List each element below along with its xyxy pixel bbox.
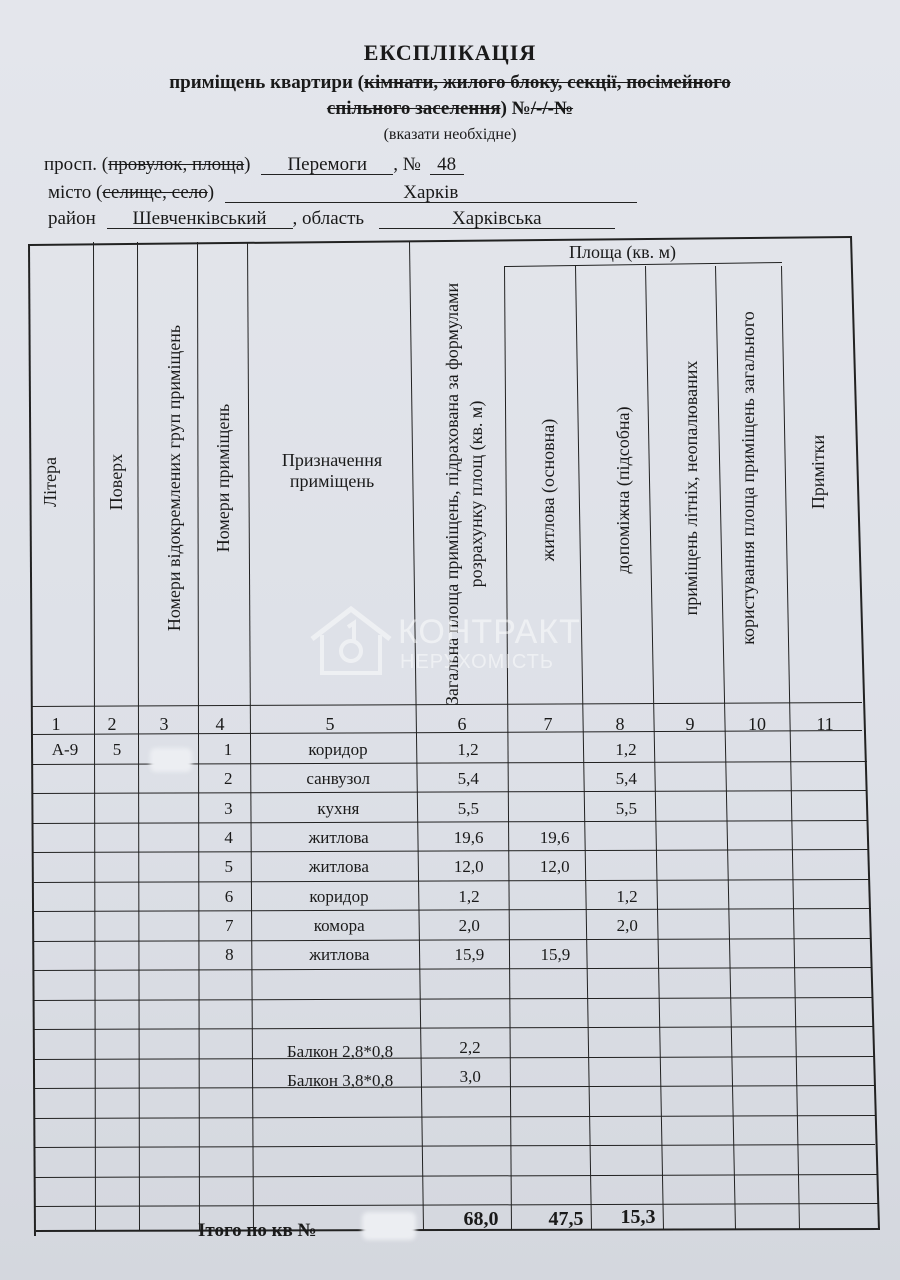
column-number: 1 bbox=[51, 714, 61, 734]
cell-total-area: 19,6 bbox=[453, 828, 484, 848]
cell-total-area: 2,0 bbox=[458, 916, 480, 936]
column-number: 3 bbox=[159, 714, 169, 734]
street-value: Перемоги bbox=[261, 156, 393, 175]
column-number: 8 bbox=[615, 714, 625, 734]
number-label: , № bbox=[393, 154, 421, 175]
header-common-area: користування площа приміщень загального bbox=[738, 311, 758, 645]
house-logo-icon bbox=[308, 605, 394, 677]
cell-purpose: коридор bbox=[309, 886, 369, 906]
subtitle2-struck: спільного заселення bbox=[326, 98, 501, 119]
cell-floor: 5 bbox=[112, 740, 122, 759]
table-grid-line bbox=[247, 242, 254, 1230]
table-grid-line bbox=[197, 242, 200, 1230]
cell-total-area: 15,9 bbox=[454, 945, 485, 965]
subtitle2-suffix: ) № bbox=[500, 98, 531, 119]
cell-total-area: 3,0 bbox=[459, 1066, 481, 1086]
header-room-numbers: Номери приміщень bbox=[213, 403, 233, 553]
table-grid-line bbox=[33, 849, 868, 853]
watermark-line1: КОНТРАКТ bbox=[398, 613, 581, 651]
table-grid-line bbox=[35, 1174, 877, 1178]
street-close: ) bbox=[244, 154, 251, 175]
table-grid-line bbox=[34, 938, 871, 942]
city-close: ) bbox=[207, 182, 215, 203]
cell-room-number: 7 bbox=[224, 916, 234, 936]
cell-room-number: 3 bbox=[224, 798, 233, 818]
header-aux-area: допоміжна (підсобна) bbox=[613, 406, 633, 574]
table-grid-line bbox=[137, 242, 140, 1230]
total-living: 47,5 bbox=[548, 1208, 584, 1230]
table-grid-line bbox=[34, 997, 872, 1001]
cell-total-area: 5,4 bbox=[457, 769, 479, 789]
cell-purpose: санвузол bbox=[306, 769, 371, 789]
cell-room-number: 2 bbox=[223, 769, 233, 789]
column-number: 4 bbox=[215, 714, 225, 734]
watermark bbox=[308, 605, 581, 682]
cell-living-area: 12,0 bbox=[539, 857, 570, 877]
region-value: Харківська bbox=[379, 210, 615, 229]
header-floor: Поверх bbox=[106, 453, 126, 511]
city-label: місто ( bbox=[48, 182, 103, 203]
cell-aux-area: 2,0 bbox=[616, 916, 638, 936]
street-struck: провулок, площа bbox=[108, 154, 245, 175]
area-group-header: Площа (кв. м) bbox=[569, 242, 676, 262]
header-purpose: Призначення приміщень bbox=[281, 450, 383, 491]
header-note: (вказати необхідне) bbox=[383, 126, 517, 143]
column-number: 2 bbox=[107, 714, 117, 734]
cell-litera: А-9 bbox=[51, 740, 79, 759]
cell-room-number: 1 bbox=[223, 740, 233, 759]
region-label: , область bbox=[292, 208, 365, 229]
column-number: 6 bbox=[457, 714, 467, 734]
table-grid-line bbox=[33, 790, 867, 794]
table-grid-line bbox=[34, 1115, 875, 1119]
cell-aux-area: 5,5 bbox=[615, 798, 638, 818]
cell-room-number: 6 bbox=[224, 886, 234, 906]
table-grid-line bbox=[851, 236, 880, 1230]
watermark-line2: НЕРУХОМІСТЬ bbox=[400, 651, 554, 673]
header-group-numbers: Номери відокремлених груп приміщень bbox=[164, 324, 184, 632]
number-value: 48 bbox=[430, 156, 464, 175]
column-number: 9 bbox=[685, 714, 695, 734]
cell-total-area: 5,5 bbox=[457, 798, 480, 818]
cell-room-number: 4 bbox=[224, 828, 233, 848]
cell-total-area: 2,2 bbox=[459, 1037, 481, 1057]
table-grid-line bbox=[34, 1144, 875, 1148]
cell-purpose: житлова bbox=[309, 945, 370, 965]
district-value: Шевченківський bbox=[107, 210, 293, 229]
table-grid-line bbox=[34, 908, 871, 912]
city-value: Харків bbox=[225, 184, 637, 203]
cell-total-area: 1,2 bbox=[457, 740, 479, 759]
cell-total-area: 12,0 bbox=[453, 857, 484, 877]
cell-purpose: житлова bbox=[308, 857, 369, 877]
column-number: 7 bbox=[543, 714, 553, 734]
column-number: 5 bbox=[325, 714, 335, 734]
cell-aux-area: 1,2 bbox=[615, 740, 637, 759]
document-title: ЕКСПЛІКАЦІЯ bbox=[363, 40, 537, 65]
cell-aux-area: 5,4 bbox=[615, 769, 637, 789]
redaction-mark bbox=[362, 1212, 416, 1240]
table-grid-line bbox=[35, 1203, 878, 1207]
cell-purpose: Балкон 3,8*0,8 bbox=[287, 1070, 394, 1090]
district-label: район bbox=[48, 208, 96, 229]
cell-living-area: 19,6 bbox=[539, 828, 570, 848]
cell-purpose: коридор bbox=[308, 740, 368, 759]
header-total-area: Загальна площа приміщень, підрахована за формулами розрахунку площ (кв. м) bbox=[442, 282, 486, 706]
table-grid-line bbox=[34, 879, 870, 883]
table-grid-line bbox=[93, 242, 96, 1230]
subtitle2-tail: № bbox=[554, 98, 574, 119]
street-prefix: просп. ( bbox=[44, 154, 109, 175]
cell-purpose: житлова bbox=[308, 828, 369, 848]
header-summer-area: приміщень літніх, неопалюваних bbox=[681, 360, 701, 616]
cell-purpose: кухня bbox=[317, 798, 360, 818]
cell-aux-area: 1,2 bbox=[616, 886, 638, 906]
column-number: 11 bbox=[816, 714, 834, 734]
subtitle-struck: кімнати, жилого блоку, секції, посімейного bbox=[364, 72, 731, 93]
table-grid-line bbox=[33, 820, 868, 824]
cell-total-area: 1,2 bbox=[458, 886, 480, 906]
column-number: 10 bbox=[748, 714, 766, 734]
table-grid-line bbox=[34, 967, 872, 971]
cell-purpose: комора bbox=[313, 916, 365, 936]
subtitle2-struck-number: /-/- bbox=[530, 98, 554, 119]
header-notes: Примітки bbox=[808, 434, 828, 510]
header-living-area: житлова (основна) bbox=[538, 418, 558, 562]
city-struck: селище, село bbox=[102, 182, 208, 203]
cell-room-number: 5 bbox=[224, 857, 234, 877]
subtitle-prefix: приміщень квартири ( bbox=[169, 72, 364, 93]
total-sum: 68,0 bbox=[463, 1208, 499, 1230]
cell-living-area: 15,9 bbox=[540, 945, 571, 965]
redaction-mark bbox=[150, 748, 192, 772]
table-grid-line bbox=[34, 1026, 873, 1030]
total-label: Ітого по кв № bbox=[198, 1220, 317, 1241]
cell-purpose: Балкон 2,8*0,8 bbox=[286, 1041, 394, 1061]
header-litera: Літера bbox=[40, 456, 60, 508]
total-aux: 15,3 bbox=[620, 1206, 656, 1228]
cell-room-number: 8 bbox=[225, 945, 234, 965]
